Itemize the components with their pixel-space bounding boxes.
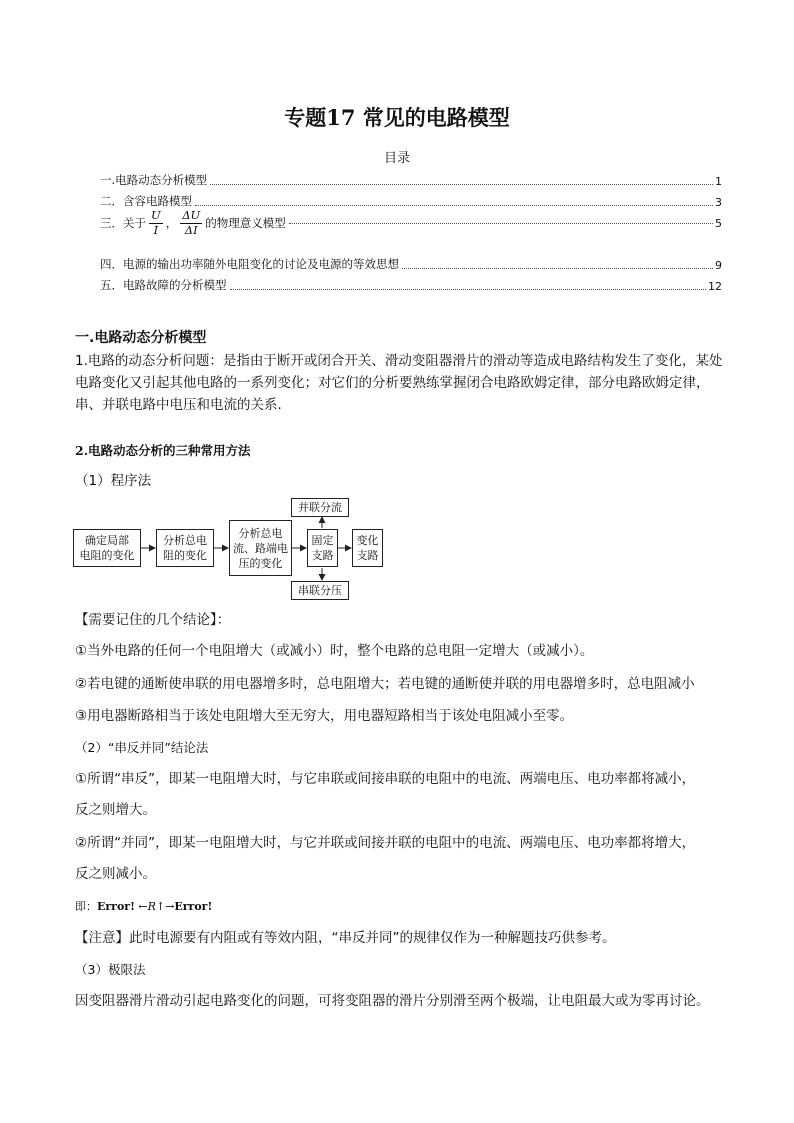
toc-item-label: 一.电路动态分析模型 — [100, 173, 208, 187]
conclusion-1: ①当外电路的任何一个电阻增大（或减小）时，整个电路的总电阻一定增大（或减小）。 — [75, 643, 594, 659]
flow-box-series-split: 串联分压 — [291, 581, 349, 600]
intro-lead: 1.电路的动态分析问题： — [75, 353, 223, 369]
toc-heading: 目录 — [383, 151, 410, 166]
method2-heading: （2）“串反并同”结论法 — [75, 740, 209, 755]
flow-box-variable-branch: 变化 支路 — [352, 529, 383, 567]
formula-arrow: ←R↑→ — [134, 900, 175, 913]
parallel-rule-line2: 反之则减小。 — [75, 866, 156, 882]
series-rule-line1: ①所谓“串反”，即某一电阻增大时，与它串联或间接串联的电阻中的电流、两端电压、电功率都将减小， — [75, 771, 696, 787]
formula-prefix: 即： — [75, 900, 97, 913]
toc-item-page: 12 — [708, 280, 722, 293]
fraction-numerator: ΔU — [182, 208, 201, 222]
toc-item-page: 9 — [715, 259, 722, 272]
toc-item-label-prefix: 三．关于 — [100, 216, 146, 230]
formula-error-1: Error! — [97, 900, 135, 913]
conclusion-2: ②若电键的通断使串联的用电器增多时，总电阻增大；若电键的通断使并联的用电器增多时，总电阻减小 — [75, 676, 695, 692]
toc-separator: ， — [165, 216, 178, 230]
flow-box-total-resistance: 分析总电 阻的变化 — [156, 529, 214, 567]
toc-item-label: 二．含容电路模型 — [100, 194, 192, 208]
toc-item-page: 5 — [715, 216, 722, 230]
page-title: 专题17 常见的电路模型 — [284, 105, 510, 130]
limit-method-text: 因变阻器滑片滑动引起电路变化的问题，可将变阻器的滑片分别滑至两个极端，让电阻最大或为零再讨论。 — [75, 993, 710, 1009]
section-heading: 一.电路动态分析模型 — [75, 330, 207, 346]
parallel-rule-line1: ②所谓“并同”，即某一电阻增大时，与它并联或间接并联的电阻中的电流、两端电压、电功率都将增大， — [75, 835, 696, 851]
formula-line — [75, 897, 735, 917]
toc-item-label-suffix: 的物理意义模型 — [205, 216, 286, 230]
flow-box-local-resistance: 确定局部 电阻的变化 — [73, 529, 141, 567]
fraction-denominator: ΔI — [184, 222, 198, 237]
flow-box-current-voltage: 分析总电 流、路端电 压的变化 — [229, 520, 292, 576]
flow-box-fixed-branch: 固定 支路 — [307, 529, 338, 567]
toc-item-label: 四．电源的输出功率随外电阻变化的讨论及电源的等效思想 — [100, 257, 399, 271]
method1-heading: （1）程序法 — [75, 473, 152, 489]
conclusion-3: ③用电器断路相当于该处电阻增大至无穷大，用电器短路相当于该处电阻减小至零。 — [75, 708, 574, 724]
methods-heading: 2.电路动态分析的三种常用方法 — [75, 443, 251, 458]
remember-heading: 【需要记住的几个结论】： — [75, 612, 231, 628]
flow-box-parallel-split: 并联分流 — [291, 498, 349, 517]
formula-error-2: Error! — [174, 900, 213, 913]
method3-heading: （3）极限法 — [75, 962, 146, 977]
fraction-numerator: U — [151, 208, 161, 222]
fraction-denominator: I — [153, 222, 159, 237]
series-rule-line2: 反之则增大。 — [75, 802, 156, 818]
toc-item-page: 3 — [715, 196, 722, 209]
toc-item-page: 1 — [715, 175, 722, 188]
toc-item-label: 五．电路故障的分析模型 — [100, 278, 227, 292]
intro-body: 是指由于断开或闭合开关、滑动变阻器滑片的滑动等造成电路结构发生了变化，某处电路变化又引起其他电路的一系列变化；对它们的分析要熟练掌握闭合电路欧姆定律，部分电路欧姆定律，串、并联电路中电压和电流的关系． — [75, 353, 723, 413]
note-line: 【注意】此时电源要有内阻或有等效内阻，“串反并同”的规律仅作为一种解题技巧供参考。 — [75, 930, 616, 946]
